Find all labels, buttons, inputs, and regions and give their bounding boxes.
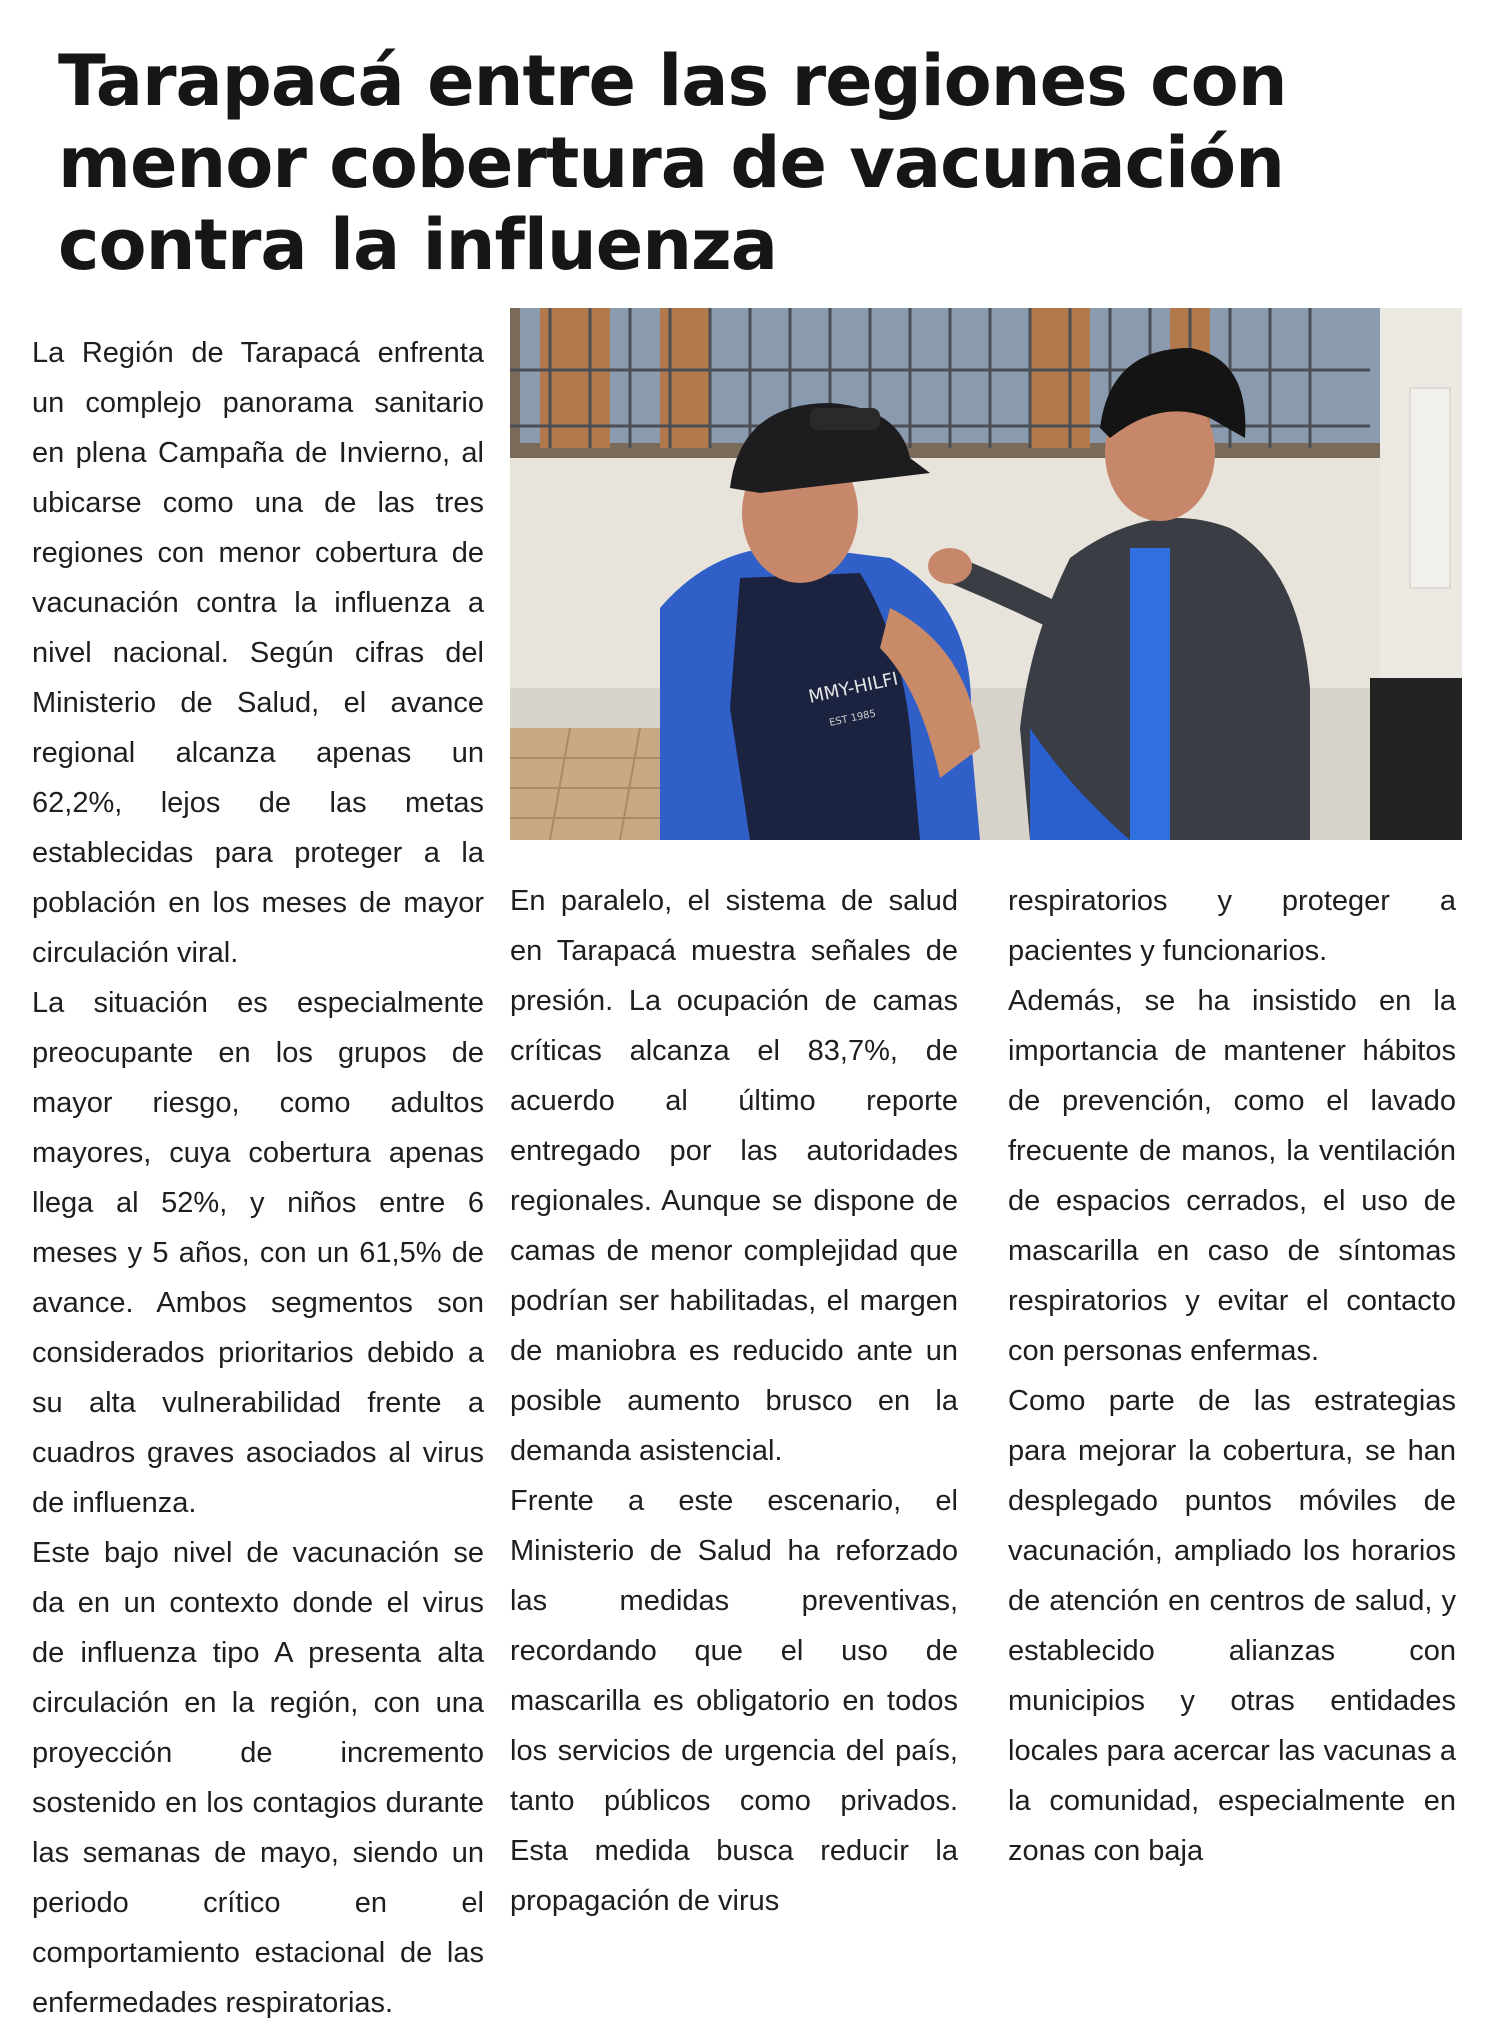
paragraph-health-system: En paralelo, el sistema de salud en Tarapacá muestra señales de presión. La ocupación de camas críticas alcanza el 83,7%, de acuerdo al último reporte entregado por las autoridades regionales. Aunque se dispone de camas de menor complejidad que podrían ser habilitadas, el margen de maniobra es reducido ante un posible aumento brusco en la demanda asistencial. [510,885,958,1467]
vaccination-photo [510,308,1462,840]
paragraph-intro: La Región de Tarapacá enfrenta un complejo panorama sanitario en plena Campaña de Invierno, al ubicarse como una de las tres regiones con menor cobertura de vacunación contra la influenza a nivel nacional. Según cifras del Ministerio de Salud, el avance regional alcanza apenas un 62,2%, lejos de las metas establecidas para proteger a la población en los meses de mayor circulación viral. [32,337,484,969]
article-column-3 [1008,876,1456,1876]
paragraph-prevention-habits: Además, se ha insistido en la importancia de mantener hábitos de prevención, como el lavado frecuente de manos, la ventilación de espacios cerrados, el uso de mascarilla en caso de síntomas respiratorios y evitar el contacto con personas enfermas. [1008,985,1456,1367]
paragraph-strategies: Como parte de las estrategias para mejorar la cobertura, se han desplegado puntos móviles de vacunación, ampliado los horarios de atención en centros de salud, y establecido alianzas con municipios y otras entidades locales para acercar las vacunas a la comunidad, especialmente en zonas con baja [1008,1385,1456,1867]
paragraph-risk-groups: La situación es especialmente preocupante en los grupos de mayor riesgo, como adultos mayores, cuya cobertura apenas llega al 52%, y niños entre 6 meses y 5 años, con un 61,5% de avance. Ambos segmentos son considerados prioritarios debido a su alta vulnerabilidad frente a cuadros graves asociados al virus de influenza. [32,987,484,1519]
paragraph-measures: Frente a este escenario, el Ministerio de Salud ha reforzado las medidas preventivas, recordando que el uso de mascarilla es obligatorio en todos los servicios de urgencia del país, tanto públicos como privados. Esta medida busca reducir la propagación de virus [510,1485,958,1917]
article-column-2 [510,876,958,1926]
paragraph-virus-context: Este bajo nivel de vacunación se da en un contexto donde el virus de influenza tipo A presenta alta circulación en la región, con una proyección de incremento sostenido en los contagios durante las semanas de mayo, siendo un periodo crítico en el comportamiento estacional de las enfermedades respiratorias. [32,1537,484,2019]
article-column-1 [32,328,484,2028]
shirt-logo-subtext: EST 1985 [828,708,877,729]
shirt-logo-text: MMY-HILFI [806,668,901,708]
headline: Tarapacá entre las regiones con menor cobertura de vacunación contra la influenza [58,40,1287,286]
paragraph-measures-continued: respiratorios y proteger a pacientes y funcionarios. [1008,885,1456,967]
